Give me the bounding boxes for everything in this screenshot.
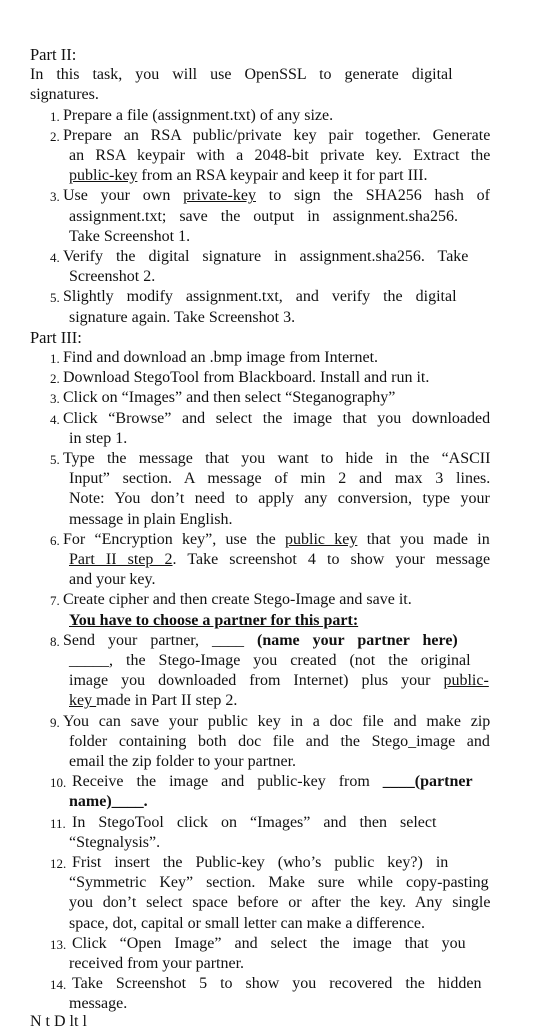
underlined-text: key: [69, 692, 97, 710]
text-run: Click on “Images” and then select “Steganography”: [63, 389, 396, 407]
part-iii-item-line: [69, 651, 471, 671]
list-number-text: 14.: [50, 977, 67, 993]
text-run: received from your partner.: [69, 955, 245, 972]
text-run: Slightly modify assignment.txt, and verify the digital: [63, 288, 457, 306]
list-number-text: 5.: [50, 452, 60, 467]
list-number: [50, 773, 66, 793]
list-number-text: 12.: [50, 856, 67, 871]
part-ii-item-line: [63, 247, 468, 267]
part-iii-item-line: [69, 833, 160, 853]
text-run: You can save your public key in a doc file and make zip: [63, 712, 491, 730]
list-number-text: 4.: [50, 411, 60, 427]
text-run: you don’t select space before or after the key. Any single: [69, 894, 491, 912]
list-number: [50, 814, 66, 834]
part-iii-heading: Part III:: [30, 327, 82, 347]
text-run: message in plain English.: [69, 510, 233, 528]
text-run: Send your partner, ____: [63, 631, 257, 649]
list-number: [50, 389, 60, 409]
part-iii-item-line: [72, 813, 436, 833]
intro-line: signatures.: [30, 86, 99, 104]
list-number-text: 3.: [50, 189, 60, 205]
text-run: Note: You don’t need to apply any conversion, type your: [69, 490, 490, 508]
list-number: [50, 349, 60, 369]
text-run: from an RSA keypair and keep it for part III.: [137, 167, 428, 185]
intro-line: In this task, you will use OpenSSL to generate digital: [30, 66, 453, 84]
text-run: Frist insert the Public-key (who’s public key?) in: [72, 854, 449, 871]
bold-text: (name your partner here): [257, 631, 458, 649]
part-iii-item-line: [72, 853, 448, 873]
list-number: [50, 935, 66, 955]
list-number-text: 4.: [50, 250, 60, 265]
text-run: Take Screenshot 1.: [69, 227, 191, 245]
text-run: Type the message that you want to hide in the “ASCII: [63, 450, 491, 467]
text-run: Prepare an RSA public/private key pair together. Generate: [63, 126, 491, 144]
list-number-text: 8.: [50, 633, 60, 649]
list-number-text: 13.: [50, 936, 67, 952]
footer-fragment: N t D lt l: [30, 1013, 87, 1030]
part-iii-item-line: [63, 409, 490, 429]
text-run: made in Part II step 2.: [96, 692, 238, 710]
part-iii-item-line: [63, 712, 490, 732]
text-run: that you made in: [357, 530, 490, 548]
list-number-text: 2.: [50, 128, 60, 144]
text-run: Use your own: [63, 187, 184, 205]
text-run: Prepare a file (assignment.txt) of any size.: [63, 106, 334, 124]
part-iii-item-line: [69, 914, 425, 934]
list-number: [50, 187, 60, 207]
list-number-text: 6.: [50, 532, 60, 548]
part-ii-item-line: [69, 146, 490, 166]
text-run: Screenshot 2.: [69, 268, 156, 286]
text-run: signature again. Take Screenshot 3.: [69, 308, 296, 326]
text-run: folder containing both doc file and the Stego_image and: [69, 732, 490, 750]
bold-text: name)____.: [69, 793, 148, 811]
underlined-text: private-key: [183, 187, 256, 205]
part-iii-item-line: [69, 792, 148, 812]
text-run: image you downloaded from Internet) plus your: [69, 672, 444, 690]
part-iii-item-line: [69, 510, 233, 530]
text-run: an RSA keypair with a 2048-bit private key. Extract the: [69, 147, 491, 164]
list-number-text: 11.: [50, 815, 66, 831]
list-number: [50, 248, 60, 268]
part-iii-item-line: [69, 570, 156, 590]
text-run: Receive the image and public-key from: [72, 773, 383, 791]
underlined-text: Part II step 2: [69, 551, 173, 568]
text-run: email the zip folder to your partner.: [69, 753, 297, 770]
text-run: In StegoTool click on “Images” and then select: [72, 813, 437, 831]
part-iii-item-line: [69, 752, 296, 772]
text-run: in step 1.: [69, 429, 128, 447]
bold-underlined-text: You have to choose a partner for this part:: [69, 611, 359, 629]
part-iii-item-line: [72, 974, 481, 994]
text-run: space, dot, capital or small letter can make a difference.: [69, 914, 425, 932]
list-number: [50, 591, 60, 611]
part-ii-item-line: [63, 126, 490, 146]
text-run: Find and download an .bmp image from Internet.: [63, 349, 379, 366]
part-iii-item-line: [63, 449, 490, 469]
part-ii-item-line: [63, 106, 333, 126]
text-run: Click “Open Image” and select the image that you: [72, 934, 466, 952]
list-number: [50, 369, 60, 389]
part-ii-item-line: [63, 186, 490, 206]
underlined-text: public-key: [69, 167, 138, 185]
list-number-text: 7.: [50, 593, 60, 609]
list-number-text: 10.: [50, 775, 67, 791]
part-iii-item-line: [63, 530, 490, 550]
text-run: “Stegnalysis”.: [69, 833, 161, 851]
text-run: For “Encryption key”, use the: [63, 530, 285, 548]
list-number-text: 1.: [50, 108, 60, 124]
underlined-text: public-: [443, 672, 489, 690]
part-iii-item-line: [69, 691, 237, 711]
list-number-text: 3.: [50, 391, 60, 407]
part-iii-item-line: [69, 954, 244, 974]
part-ii-item-line: [69, 308, 295, 328]
list-number-text: 1.: [50, 351, 60, 366]
part-ii-item-line: [69, 207, 458, 227]
part-iii-item-line: [69, 550, 490, 570]
part-ii-item-line: [63, 287, 457, 307]
part-iii-item-line: [63, 348, 378, 368]
part-iii-item-line: [69, 469, 490, 489]
part-iii-item-line: [72, 934, 466, 954]
text-run: assignment.txt; save the output in assignment.sha256.: [69, 207, 458, 225]
text-run: Verify the digital signature in assignment.sha256. Take: [63, 248, 469, 265]
list-number: [50, 854, 66, 874]
part-iii-item-line: [69, 611, 358, 631]
part-iii-item-line: [63, 631, 458, 651]
list-number: [50, 127, 60, 147]
part-iii-item-line: [69, 489, 490, 509]
part-ii-item-line: [69, 227, 190, 247]
part-iii-item-line: [72, 772, 473, 792]
part-iii-item-line: [63, 368, 429, 388]
text-run: Input” section. A message of min 2 and max 3 lines.: [69, 470, 491, 488]
part-iii-item-line: [69, 732, 490, 752]
text-run: . Take screenshot 4 to show your message: [172, 551, 491, 568]
list-number-text: 5.: [50, 290, 60, 306]
part-ii-heading: Part II:: [30, 45, 77, 64]
text-run: Download StegoTool from Blackboard. Install and run it.: [63, 369, 430, 387]
text-run: and your key.: [69, 571, 156, 589]
text-run: Take Screenshot 5 to show you recovered the hidden: [72, 975, 482, 993]
text-run: “Symmetric Key” section. Make sure while copy-pasting: [69, 874, 489, 892]
underlined-text: public key: [285, 530, 358, 548]
part-iii-item-line: [69, 893, 490, 913]
list-number: [50, 107, 60, 127]
part-iii-item-line: [63, 590, 412, 610]
list-number: [50, 288, 60, 308]
part-ii-item-line: [69, 267, 155, 287]
part-iii-item-line: [63, 388, 395, 408]
text-run: message.: [69, 995, 128, 1013]
text-run: to sign the SHA256 hash of: [255, 187, 490, 205]
list-number-text: 9.: [50, 714, 60, 730]
list-number: [50, 531, 60, 551]
part-iii-item-line: [69, 873, 489, 893]
list-number: [50, 410, 60, 430]
list-number: [50, 713, 60, 733]
text-run: Create cipher and then create Stego-Image and save it.: [63, 591, 412, 609]
list-number: [50, 632, 60, 652]
text-run: Click “Browse” and select the image that you downloaded: [63, 409, 491, 427]
bold-text: ____(partner: [382, 773, 473, 791]
part-iii-item-line: [69, 671, 489, 691]
list-number: [50, 450, 60, 470]
part-ii-item-line: [69, 166, 428, 186]
list-number: [50, 975, 66, 995]
text-run: _____, the Stego-Image you created (not the original: [69, 652, 471, 669]
part-iii-item-line: [69, 429, 127, 449]
list-number-text: 2.: [50, 371, 60, 387]
